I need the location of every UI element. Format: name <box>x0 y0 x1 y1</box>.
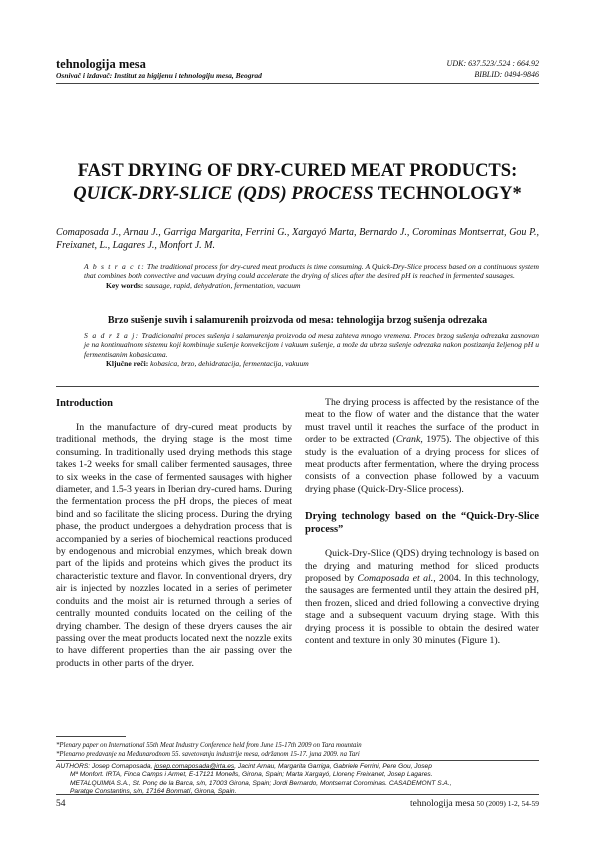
footnotes <box>56 742 539 759</box>
page-number: 54 <box>56 799 66 809</box>
intro-heading: Introduction <box>56 398 113 409</box>
intro-paragraph: In the manufacture of dry-cured meat products by traditional methods, the drying stage is the most time consuming. In traditionally used drying methods this stage takes 1-2 weeks for small caliber fermented sausages, three to six weeks in the case of fermented sausages with higher diameter, and 1.5-3 years in Iberian dry-cured hams. During the fermentation process the pH drops, the pieces of meat bind and so facilitate the slicing process. During the drying phase, the product undergoes a dehydration process that is accompanied by a series of biochemical reactions produced by endogenous and microbial enzymes, which break down part of the lipids and proteins which gives the product its characteristic texture and flavor. In conventional dryers, dry air is injected by nozzles located in a series of perimeter conduits and the moist air is returned through a series of centrally mounted conduits located on the ceiling of the drying chamber. The design of these dryers causes the air passing over the meat products located next the nozzle exits to have different properties than the air passing over the products in other parts of the dryer. <box>56 422 292 669</box>
sazetak-text: Tradicionalni proces sušenja i salamurenja proizvoda od mesa zahteva mnogo vremena. Proces brzog sušenja odrezaka zasnovan je na kontinualnom sistemu koji kombinuje sušenje konvekcijom i vakuum sušenje, a može da ubrza sušenje odrezaka nakon postizanja željenog pH u fermentisanim kobasicama. <box>84 331 539 359</box>
paper-title <box>56 160 539 206</box>
keywords-label: Key words: <box>106 280 144 290</box>
bibid-code: BIBLID: 0494-9846 <box>474 70 539 79</box>
drying-technology-heading: Drying technology based on the “Quick-Dry-Slice process” <box>305 511 539 536</box>
right-paragraph-1: The drying process is affected by the resistance of the meat to the flow of water and the distance that the water must travel until it reaches the surface of the product in order to be extracted (Crank, 1975). The objective of this study is the evaluation of a drying process for slices of meat products after fermentation, where the drying process consists of a convection phase followed by a vacuum drying phase (Quick-Dry-Slice process). <box>305 397 539 495</box>
left-column <box>56 397 292 670</box>
abstract-text: The traditional process for dry-cured meat products is time consuming. A Quick-Dry-Slice process based on a continuous system that combines both convective and vacuum drying could accelerate the drying of slices after the desired pH is reached in fermented sausages. <box>84 262 539 281</box>
title-line-2: QUICK-DRY-SLICE (QDS) PROCESS TECHNOLOGY* <box>73 184 522 204</box>
footnote-rule <box>56 736 126 737</box>
publisher-line: Osnivač i izdavač: Institut za higijenu i tehnologiju mesa, Beograd <box>56 71 262 80</box>
footnote-serbian: *Plenarno predavanje na Međunarodnom 55. savetovanju industrije mesa, održanom 15-17. juna 2009. na Tari <box>56 750 360 758</box>
right-column <box>305 397 539 648</box>
keywords-text: sausage, rapid, dehydration, fermentation, vacuum <box>143 280 301 290</box>
authors-rule <box>56 760 539 761</box>
header-rule <box>56 83 539 84</box>
footnote-english: *Plenary paper on International 55th Meat Industry Conference held from June 15-17th 2009 on Tara mountain <box>56 742 362 749</box>
sazetak-label: S a d r ž a j: <box>84 331 140 340</box>
footer-rule <box>56 794 539 795</box>
journal-name: tehnologija mesa <box>56 57 146 71</box>
serbian-abstract <box>84 331 539 369</box>
authors-affiliations: AUTHORS: Josep Comaposada, josep.comaposada@irta.es, Jacint Arnau, Margarita Garriga, Gabriele Ferrini, Pere Gou, Josep Mª Monfort. IRTA, Finca Camps i Armet, E-17121 Monells, Girona, Spain; Marta Xargayó, Llorenç Freixanet, Josep Lagares. METALQUIMIA S.A., St. Ponç de la Barca, s/n, 17003 Girona, Spain; Jordi Bernardo, Montserrat Corominas. CASADEMONT S.A., Paratge Constantins, s/n, 17164 Bonmatí, Girona, Spain. <box>56 763 452 796</box>
serbian-title: Brzo sušenje suvih i salamurenih proizvoda od mesa: tehnologija brzog sušenja odrezaka <box>107 315 488 326</box>
kljucne-reci-label: Ključne reči: <box>106 359 149 369</box>
abstract <box>84 262 539 290</box>
footer-journal: tehnologija mesa 50 (2009) 1-2, 54-59 <box>409 799 539 809</box>
email-link[interactable]: josep.comaposada@irta.es <box>154 763 235 770</box>
title-line-1: FAST DRYING OF DRY-CURED MEAT PRODUCTS: <box>77 161 518 181</box>
author-list: Comaposada J., Arnau J., Garriga Margarita, Ferrini G., Xargayó Marta, Bernardo J., Corominas Montserrat, Gou P., Freixanet, L., Lagares J., Monfort J. M. <box>56 227 539 251</box>
udk-code: UDK: 637.523/.524 : 664.92 <box>446 59 539 68</box>
kljucne-reci-text: kobasica, brzo, dehidratacija, fermentacija, vakuum <box>148 359 309 369</box>
right-paragraph-2: Quick-Dry-Slice (QDS) drying technology is based on the drying and maturing method for sliced products proposed by Comaposada et al., 2004. In this technology, the sausages are fermented until they attain the desired pH, then frozen, sliced and dried following a convective drying stage and a subsequent vacuum drying stage. With this drying process it is possible to obtain the desired water content and texture in only 30 minutes (Figure 1). <box>305 548 539 647</box>
abstract-label: A b s t r a c t: <box>84 262 145 271</box>
abstract-rule <box>56 386 539 387</box>
